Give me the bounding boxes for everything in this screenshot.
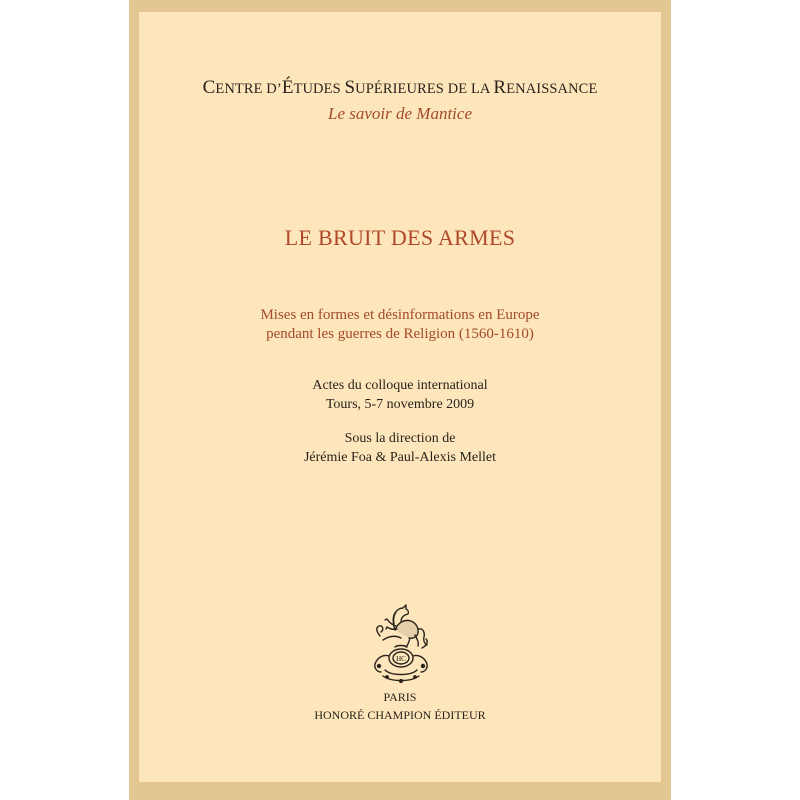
book-subtitle-line-1: Mises en formes et désinformations en Europe xyxy=(260,307,540,323)
book-subtitle-line-2: pendant les guerres de Religion (1560-1610) xyxy=(266,326,534,342)
book-title: LE BRUIT DES ARMES xyxy=(284,225,516,250)
publisher-city: PARIS xyxy=(383,690,417,704)
editors-line-2: Jérémie Foa & Paul-Alexis Mellet xyxy=(303,450,497,465)
series-title: CENTRE D’ÉTUDES SUPÉRIEURES DE LA RENAISSANCE xyxy=(202,77,598,98)
editors-line-1: Sous la direction de xyxy=(344,431,456,446)
proceedings-line-2: Tours, 5-7 novembre 2009 xyxy=(325,397,475,412)
series-subtitle: Le savoir de Mantice xyxy=(328,104,472,123)
proceedings-line-1: Actes du colloque international xyxy=(312,378,488,393)
publisher-name: HONORÉ CHAMPION ÉDITEUR xyxy=(314,708,486,722)
rearing-horse-emblem-icon xyxy=(365,602,437,686)
emblem-monogram: HC xyxy=(396,655,406,663)
